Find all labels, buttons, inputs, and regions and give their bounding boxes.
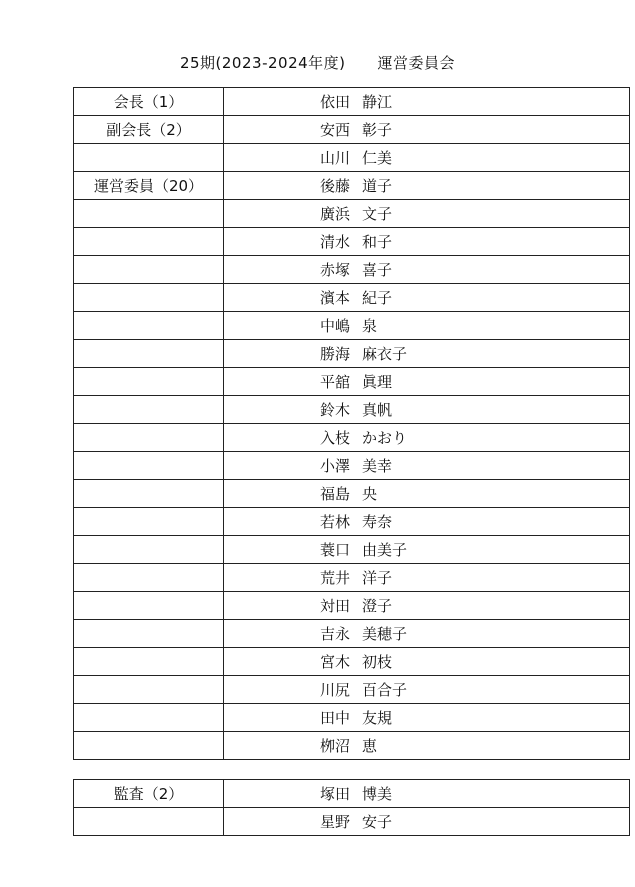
member-name-cell bbox=[224, 144, 630, 172]
family-name: 吉永 bbox=[320, 625, 351, 643]
table-row bbox=[74, 396, 630, 424]
member-name-cell bbox=[224, 620, 630, 648]
family-name: 蓑口 bbox=[320, 541, 351, 559]
table-row bbox=[74, 172, 630, 200]
member-name bbox=[320, 287, 392, 308]
given-name: 百合子 bbox=[362, 681, 408, 699]
family-name: 小澤 bbox=[320, 457, 351, 475]
given-name: 友規 bbox=[362, 709, 393, 727]
member-name-cell bbox=[224, 172, 630, 200]
member-name bbox=[320, 175, 392, 196]
member-name-cell bbox=[224, 780, 630, 808]
given-name: 仁美 bbox=[362, 149, 393, 167]
member-name-cell bbox=[224, 648, 630, 676]
role-cell bbox=[74, 284, 224, 312]
role-cell bbox=[74, 732, 224, 760]
role-cell bbox=[74, 368, 224, 396]
auditors-table bbox=[73, 779, 630, 836]
role-cell bbox=[74, 704, 224, 732]
member-name bbox=[320, 371, 392, 392]
family-name: 若林 bbox=[320, 513, 351, 531]
family-name: 鈴木 bbox=[320, 401, 351, 419]
given-name: 由美子 bbox=[362, 541, 408, 559]
member-name-cell bbox=[224, 424, 630, 452]
given-name: 澄子 bbox=[362, 597, 393, 615]
given-name: 寿奈 bbox=[362, 513, 393, 531]
table-row bbox=[74, 704, 630, 732]
member-name bbox=[320, 595, 392, 616]
given-name: 眞理 bbox=[362, 373, 393, 391]
family-name: 平舘 bbox=[320, 373, 351, 391]
member-name-cell bbox=[224, 452, 630, 480]
role-cell bbox=[74, 396, 224, 424]
family-name: 星野 bbox=[320, 813, 351, 831]
title-committee: 運営委員会 bbox=[377, 54, 456, 72]
family-name: 依田 bbox=[320, 93, 351, 111]
role-cell bbox=[74, 228, 224, 256]
role-cell bbox=[74, 200, 224, 228]
table-row bbox=[74, 648, 630, 676]
table-row bbox=[74, 144, 630, 172]
member-name bbox=[320, 231, 392, 252]
role-cell bbox=[74, 144, 224, 172]
member-name bbox=[320, 511, 392, 532]
family-name: 栁沼 bbox=[320, 737, 351, 755]
role-cell bbox=[74, 564, 224, 592]
given-name: 道子 bbox=[362, 177, 393, 195]
member-name bbox=[320, 427, 407, 448]
given-name: 央 bbox=[362, 485, 378, 503]
member-name-cell bbox=[224, 592, 630, 620]
role-cell bbox=[74, 676, 224, 704]
role-cell bbox=[74, 424, 224, 452]
table-row bbox=[74, 676, 630, 704]
family-name: 勝海 bbox=[320, 345, 351, 363]
member-name-cell bbox=[224, 256, 630, 284]
family-name: 塚田 bbox=[320, 785, 351, 803]
table-row bbox=[74, 592, 630, 620]
member-name-cell bbox=[224, 808, 630, 836]
role-cell: 運営委員（20） bbox=[74, 172, 224, 200]
family-name: 荒井 bbox=[320, 569, 351, 587]
role-cell bbox=[74, 256, 224, 284]
family-name: 福島 bbox=[320, 485, 351, 503]
page-title bbox=[0, 52, 635, 73]
table-row bbox=[74, 256, 630, 284]
member-name bbox=[320, 455, 392, 476]
member-name bbox=[320, 91, 392, 112]
role-cell bbox=[74, 592, 224, 620]
table-row bbox=[74, 368, 630, 396]
member-name bbox=[320, 811, 392, 832]
officers-table bbox=[73, 87, 630, 760]
role-cell bbox=[74, 480, 224, 508]
member-name bbox=[320, 783, 392, 804]
member-name bbox=[320, 483, 377, 504]
table-row bbox=[74, 424, 630, 452]
given-name: 恵 bbox=[362, 737, 378, 755]
given-name: 静江 bbox=[362, 93, 393, 111]
given-name: 喜子 bbox=[362, 261, 393, 279]
role-cell: 監査（2） bbox=[74, 780, 224, 808]
member-name-cell bbox=[224, 732, 630, 760]
member-name bbox=[320, 119, 392, 140]
given-name: 安子 bbox=[362, 813, 393, 831]
table-row bbox=[74, 88, 630, 116]
table-row bbox=[74, 480, 630, 508]
member-name bbox=[320, 735, 377, 756]
family-name: 田中 bbox=[320, 709, 351, 727]
table-row bbox=[74, 620, 630, 648]
member-name bbox=[320, 147, 392, 168]
role-cell bbox=[74, 620, 224, 648]
role-cell: 副会長（2） bbox=[74, 116, 224, 144]
family-name: 赤塚 bbox=[320, 261, 351, 279]
table-row bbox=[74, 284, 630, 312]
table-row bbox=[74, 508, 630, 536]
role-cell bbox=[74, 648, 224, 676]
member-name bbox=[320, 623, 407, 644]
table-row bbox=[74, 808, 630, 836]
member-name-cell bbox=[224, 284, 630, 312]
member-name bbox=[320, 343, 407, 364]
given-name: 博美 bbox=[362, 785, 393, 803]
member-name bbox=[320, 539, 407, 560]
table-row bbox=[74, 340, 630, 368]
given-name: 泉 bbox=[362, 317, 378, 335]
member-name bbox=[320, 567, 392, 588]
family-name: 宮木 bbox=[320, 653, 351, 671]
given-name: 紀子 bbox=[362, 289, 393, 307]
member-name bbox=[320, 679, 407, 700]
given-name: 初枝 bbox=[362, 653, 393, 671]
table-row bbox=[74, 116, 630, 144]
member-name-cell bbox=[224, 368, 630, 396]
table-row bbox=[74, 452, 630, 480]
role-cell bbox=[74, 508, 224, 536]
family-name: 安西 bbox=[320, 121, 351, 139]
member-name bbox=[320, 315, 377, 336]
given-name: かおり bbox=[362, 429, 408, 447]
role-cell bbox=[74, 536, 224, 564]
table-row bbox=[74, 312, 630, 340]
member-name-cell bbox=[224, 88, 630, 116]
given-name: 彰子 bbox=[362, 121, 393, 139]
given-name: 文子 bbox=[362, 205, 393, 223]
role-cell: 会長（1） bbox=[74, 88, 224, 116]
member-name-cell bbox=[224, 312, 630, 340]
member-name bbox=[320, 651, 392, 672]
given-name: 洋子 bbox=[362, 569, 393, 587]
member-name bbox=[320, 259, 392, 280]
table-row bbox=[74, 732, 630, 760]
table-row bbox=[74, 200, 630, 228]
family-name: 清水 bbox=[320, 233, 351, 251]
member-name bbox=[320, 399, 392, 420]
given-name: 麻衣子 bbox=[362, 345, 408, 363]
role-cell bbox=[74, 808, 224, 836]
member-name bbox=[320, 203, 392, 224]
member-name-cell bbox=[224, 340, 630, 368]
member-name-cell bbox=[224, 116, 630, 144]
given-name: 美幸 bbox=[362, 457, 393, 475]
family-name: 入枝 bbox=[320, 429, 351, 447]
table-row bbox=[74, 228, 630, 256]
member-name-cell bbox=[224, 200, 630, 228]
member-name-cell bbox=[224, 396, 630, 424]
family-name: 対田 bbox=[320, 597, 351, 615]
role-cell bbox=[74, 340, 224, 368]
member-name bbox=[320, 707, 392, 728]
family-name: 川尻 bbox=[320, 681, 351, 699]
member-name-cell bbox=[224, 704, 630, 732]
family-name: 中嶋 bbox=[320, 317, 351, 335]
member-name-cell bbox=[224, 564, 630, 592]
table-row bbox=[74, 564, 630, 592]
member-name-cell bbox=[224, 480, 630, 508]
member-name-cell bbox=[224, 536, 630, 564]
role-cell bbox=[74, 312, 224, 340]
given-name: 美穂子 bbox=[362, 625, 408, 643]
family-name: 廣浜 bbox=[320, 205, 351, 223]
role-cell bbox=[74, 452, 224, 480]
given-name: 真帆 bbox=[362, 401, 393, 419]
member-name-cell bbox=[224, 228, 630, 256]
member-name-cell bbox=[224, 676, 630, 704]
given-name: 和子 bbox=[362, 233, 393, 251]
title-term: 25期(2023-2024年度) bbox=[179, 54, 346, 72]
table-row bbox=[74, 536, 630, 564]
family-name: 濱本 bbox=[320, 289, 351, 307]
member-name-cell bbox=[224, 508, 630, 536]
table-row bbox=[74, 780, 630, 808]
family-name: 山川 bbox=[320, 149, 351, 167]
family-name: 後藤 bbox=[320, 177, 351, 195]
